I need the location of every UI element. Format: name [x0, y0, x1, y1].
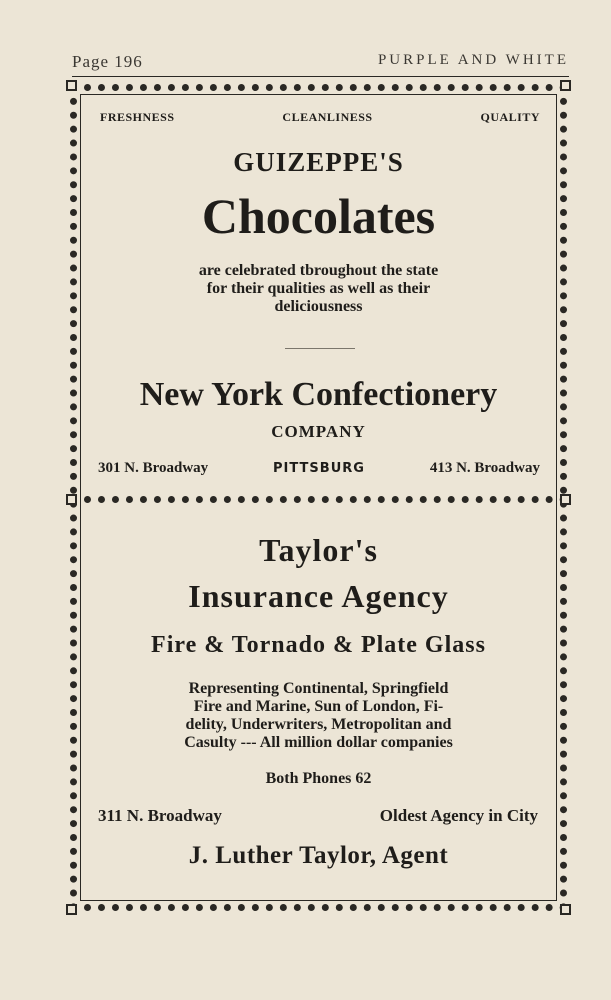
- address-right: 413 N. Broadway: [429, 460, 540, 476]
- agency-address: 311 N. Broadway: [98, 806, 222, 825]
- corner-ornament: [66, 80, 77, 91]
- journal-title: PURPLE AND WHITE: [377, 52, 569, 68]
- representing-line: delity, Underwriters, Metropolitan and: [185, 716, 452, 733]
- description-line: for their qualities as well as their: [206, 280, 431, 297]
- agent-name: J. Luther Taylor, Agent: [188, 842, 449, 869]
- corner-ornament: [560, 904, 571, 915]
- agency-title-line1: Taylor's: [259, 532, 378, 568]
- product-name: Chocolates: [201, 188, 436, 244]
- page-header: [72, 50, 569, 77]
- city-name: PITTSBURG: [273, 461, 365, 476]
- slogan-cleanliness: CLEANLINESS: [282, 110, 373, 124]
- agency-title-line2: Insurance Agency: [188, 578, 449, 614]
- product-description: [82, 262, 555, 316]
- corner-ornament: [66, 904, 77, 915]
- slogan-row: [100, 110, 540, 125]
- slogan-freshness: FRESHNESS: [100, 110, 175, 124]
- description-line: are celebrated tbroughout the state: [198, 262, 439, 279]
- ad-divider: [70, 496, 567, 508]
- slogan-quality: QUALITY: [480, 110, 540, 124]
- corner-ornament: [560, 494, 571, 505]
- representing-line: Fire and Marine, Sun of London, Fi-: [193, 698, 444, 715]
- company-name: New York Confectionery: [139, 376, 498, 413]
- corner-ornament: [66, 494, 77, 505]
- phone-numbers: Both Phones 62: [265, 770, 372, 787]
- corner-ornament: [560, 80, 571, 91]
- coverage-lines: Fire & Tornado & Plate Glass: [151, 632, 486, 658]
- company-suffix: COMPANY: [271, 422, 366, 441]
- description-line: deliciousness: [274, 298, 363, 315]
- section-rule: [285, 348, 355, 349]
- representing-text: [82, 680, 555, 752]
- address-row: [98, 460, 540, 477]
- page-number: Page 196: [72, 52, 143, 71]
- representing-line: Casulty --- All million dollar companies: [184, 734, 453, 751]
- agency-footer-row: [98, 806, 538, 826]
- address-left: 301 N. Broadway: [98, 460, 209, 476]
- representing-line: Representing Continental, Springfield: [188, 680, 449, 697]
- agency-tagline: Oldest Agency in City: [379, 806, 538, 825]
- brand-name: GUIZEPPE'S: [233, 147, 404, 177]
